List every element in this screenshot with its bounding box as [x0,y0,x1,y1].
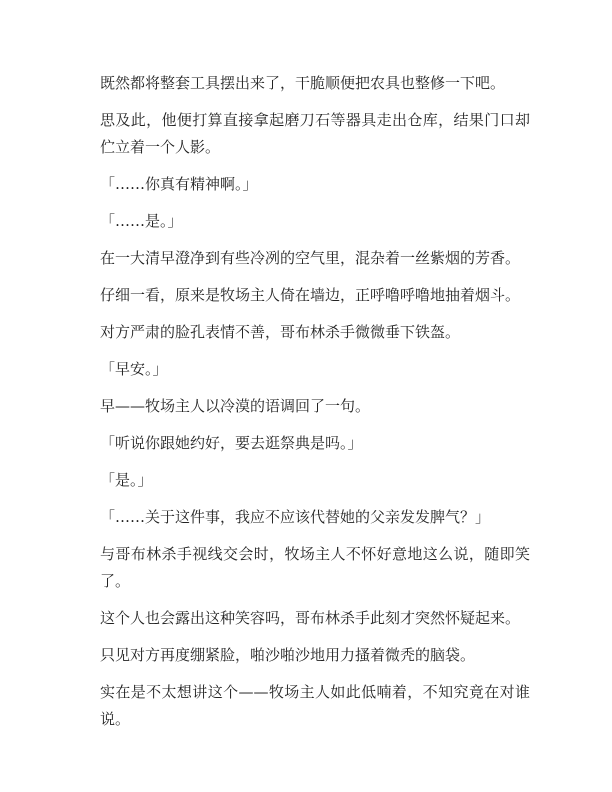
paragraph: 「是。」 [100,471,153,489]
paragraph: 这个人也会露出这种笑容吗，哥布林杀手此刻才突然怀疑起来。 [100,609,521,627]
paragraph: 仔细一看，原来是牧场主人倚在墙边，正呼噜呼噜地抽着烟斗。 [100,286,521,304]
paragraph: 在一大清早澄净到有些冷冽的空气里，混杂着一丝紫烟的芳香。 [100,249,521,267]
paragraph: 「……是。」 [100,212,183,230]
paragraph: 「听说你跟她约好，要去逛祭典是吗。」 [100,434,363,452]
paragraph: 对方严肃的脸孔表情不善，哥布林杀手微微垂下铁盔。 [100,323,461,341]
paragraph: 既然都将整套工具摆出来了，干脆顺便把农具也整修一下吧。 [100,74,506,92]
paragraph: 思及此，他便打算直接拿起磨刀石等器具走出仓库，结果门口却伫立着一个人影。 [100,111,530,156]
paragraph: 「……关于这件事，我应不应该代替她的父亲发发脾气？」 [100,508,491,526]
body-text [100,70,530,743]
paragraph: 「……你真有精神啊。」 [100,175,258,193]
paragraph: 与哥布林杀手视线交会时，牧场主人不怀好意地这么说，随即笑了。 [100,545,530,590]
paragraph: 早——牧场主人以冷漠的语调回了一句。 [100,397,371,415]
paragraph: 「早安。」 [100,360,168,378]
paragraph: 只见对方再度绷紧脸，啪沙啪沙地用力搔着微秃的脑袋。 [100,646,476,664]
paragraph: 实在是不太想讲这个——牧场主人如此低喃着，不知究竟在对谁说。 [100,683,530,728]
